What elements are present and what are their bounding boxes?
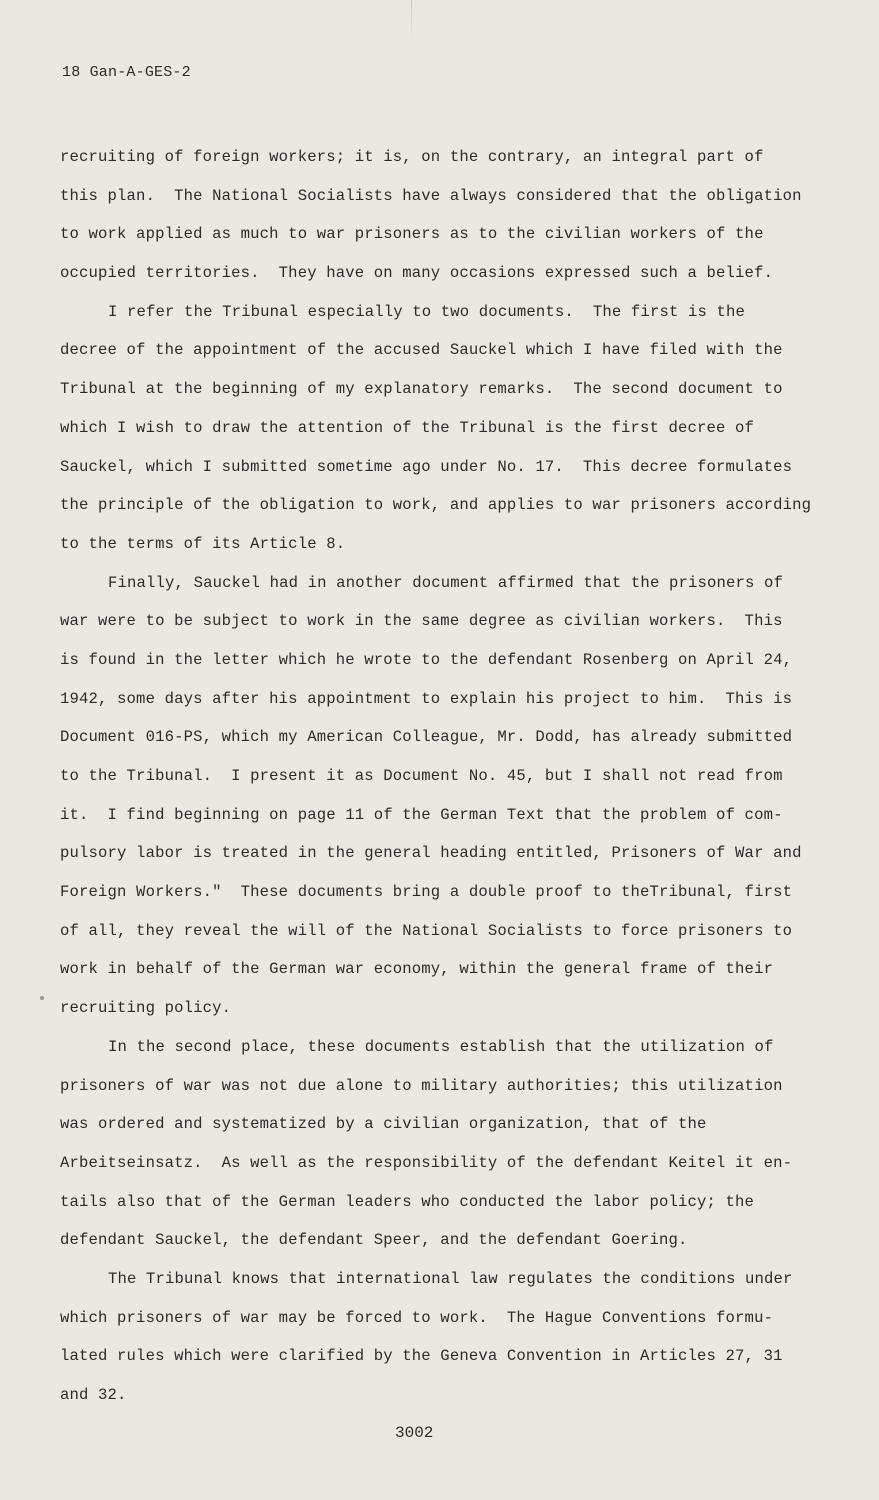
text-line: is found in the letter which he wrote to the defendant Rosenberg on April 24, (60, 650, 793, 669)
text-line: decree of the appointment of the accused Sauckel which I have filed with the (60, 341, 783, 360)
text-line: Finally, Sauckel had in another document affirmed that the prisoners of (108, 573, 784, 592)
text-line: Sauckel, which I submitted sometime ago under No. 17. This decree formulates (60, 457, 793, 476)
text-line: I refer the Tribunal especially to two documents. The first is the (108, 302, 746, 321)
text-line: 1942, some days after his appointment to explain his project to him. This is (60, 689, 793, 708)
margin-dot (40, 996, 44, 1000)
text-line: Tribunal at the beginning of my explanatory remarks. The second document to (60, 380, 783, 399)
document-reference: 18 Gan-A-GES-2 (62, 64, 191, 81)
text-line: this plan. The National Socialists have always considered that the obligation (60, 186, 802, 205)
text-line: to the terms of its Article 8. (60, 534, 346, 553)
text-line: defendant Sauckel, the defendant Speer, and the defendant Goering. (60, 1231, 688, 1250)
text-line: lated rules which were clarified by the Geneva Convention in Articles 27, 31 (60, 1347, 783, 1366)
text-line: recruiting of foreign workers; it is, on the contrary, an integral part of (60, 148, 764, 166)
text-line: to work applied as much to war prisoners as to the civilian workers of the (60, 225, 764, 244)
text-line: recruiting policy. (60, 999, 232, 1018)
text-line: Document 016-PS, which my American Colleague, Mr. Dodd, has already submitted (60, 728, 793, 747)
text-line: and 32. (60, 1386, 127, 1404)
text-line: prisoners of war was not due alone to military authorities; this utilization (60, 1076, 783, 1095)
text-line: Foreign Workers." These documents bring a double proof to theTribunal, first (60, 883, 793, 902)
text-line: it. I find beginning on page 11 of the German Text that the problem of com- (60, 805, 783, 824)
paper-mark (411, 0, 412, 40)
text-line: the principle of the obligation to work, and applies to war prisoners according (60, 496, 812, 515)
text-line: The Tribunal knows that international law regulates the conditions under (108, 1269, 793, 1288)
text-line: tails also that of the German leaders who conducted the labor policy; the (60, 1192, 755, 1211)
text-line: which prisoners of war may be forced to work. The Hague Conventions formu- (60, 1308, 774, 1327)
text-line: occupied territories. They have on many occasions expressed such a belief. (60, 264, 774, 283)
text-line: Arbeitseinsatz. As well as the responsibility of the defendant Keitel it en- (60, 1153, 793, 1172)
text-line: war were to be subject to work in the same degree as civilian workers. This (60, 612, 783, 631)
text-line: which I wish to draw the attention of the Tribunal is the first decree of (60, 418, 755, 437)
text-line: was ordered and systematized by a civilian organization, that of the (60, 1115, 707, 1134)
page-number: 3002 (395, 1424, 434, 1442)
text-line: pulsory labor is treated in the general heading entitled, Prisoners of War and (60, 844, 802, 863)
text-line: In the second place, these documents establish that the utilization of (108, 1037, 774, 1056)
body-text (60, 138, 825, 1415)
text-line: to the Tribunal. I present it as Document No. 45, but I shall not read from (60, 767, 783, 785)
text-line: of all, they reveal the will of the National Socialists to force prisoners to (60, 921, 793, 940)
text-line: work in behalf of the German war economy, within the general frame of their (60, 960, 774, 979)
